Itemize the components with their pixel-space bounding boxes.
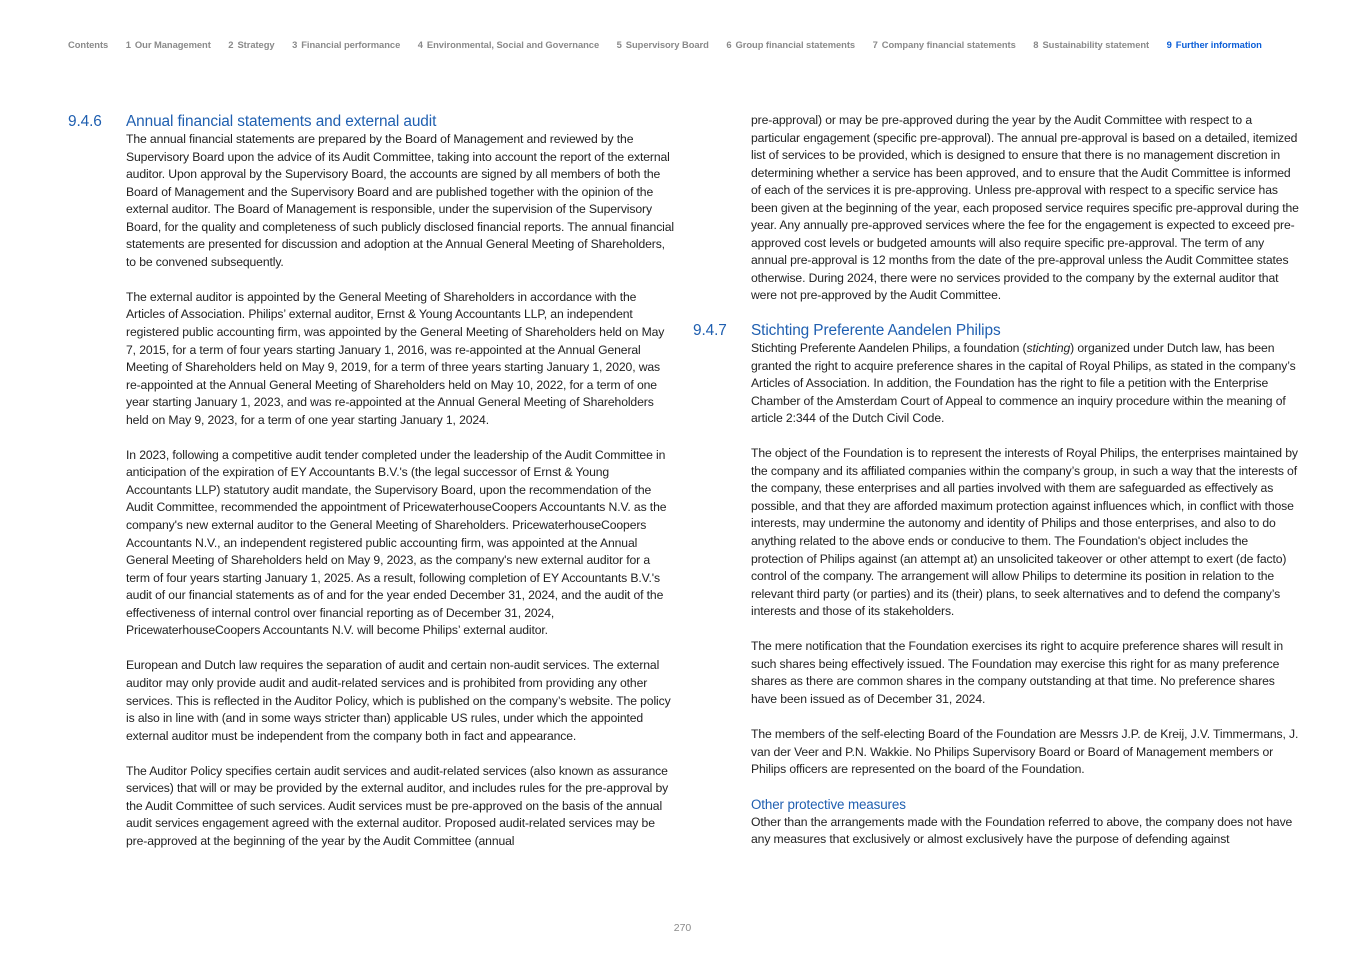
paragraph: Stichting Preferente Aandelen Philips, a foundation (stichting) organized under Dutch law, has been granted the right to acquire preference shares in the capital of Royal Philips, as stated in the company’s Articles of Association. In addition, the Foundation has the right to file a petition with the Enterprise Chamber of the Amsterdam Court of Appeal to commence an inquiry procedure within the meaning of article 2:344 of the Dutch Civil Code. [751,341,1296,426]
nav-our-management[interactable]: 1 Our Management [125,39,211,50]
nav-company-financial-statements[interactable]: 7 Company financial statements [872,39,1016,50]
paragraph: The members of the self-electing Board of the Foundation are Messrs J.P. de Kreij, J.V. Timmermans, J. van der Veer and P.N. Wakkie. No Philips Supervisory Board or Board of Management members or Philips officers are represented on the board of the Foundation. [751,727,1299,777]
paragraph: The annual financial statements are prepared by the Board of Management and reviewed by the Supervisory Board upon the advice of its Audit Committee, taking into account the report of the external auditor. Upon approval by the Supervisory Board, the accounts are signed by all members of both the Board of Management and the Supervisory Board and are published together with the opinion of the external auditor. The Board of Management is responsible, under the supervision of the Supervisory Board, for the quality and completeness of such publicly disclosed financial reports. The annual financial statements are presented for discussion and adoption at the Annual General Meeting of Shareholders, to be convened subsequently. [126,132,675,269]
section-title: Annual financial statements and external audit [126,113,437,130]
section-number: 9.4.6 [68,113,102,130]
section-number: 9.4.7 [693,322,727,340]
paragraph: The object of the Foundation is to represent the interests of Royal Philips, the enterprises maintained by the company and its affiliated companies within the company’s group, in such a way that the interests of the company, these enterprises and all parties involved with them are safeguarded as effectively as possible, and that they are afforded maximum protection against influences which, in conflict with those interests, may undermine the autonomy and identity of Philips and those enterprises, and also to do anything related to the above ends or conducive to them. The Foundation's object includes the protection of Philips against (an attempt at) an unsolicited takeover or other attempt to exert (de facto) control of the company. The arrangement will allow Philips to determine its position in relation to the relevant third party (or parties) and its (their) plans, to seek alternatives and to defend the company’s interests and those of its stakeholders. [751,446,1298,619]
section-heading-9-4-6 [68,112,674,131]
nav-further-information[interactable]: 9 Further information [1166,39,1262,50]
paragraph: European and Dutch law requires the separation of audit and certain non-audit services. The external auditor may only provide audit and audit-related services and is prohibited from providing any other services. This is reflected in the Auditor Policy, which is published on the company’s website. The policy is also in line with (and in some ways stricter than) applicable US rules, under which the appointed external auditor must be independent from the company both in fact and appearance. [126,658,671,743]
paragraph: Other than the arrangements made with the Foundation referred to above, the company does not have any measures that exclusively or almost exclusively have the purpose of defending against [751,814,1293,847]
paragraph: The Auditor Policy specifies certain audit services and audit-related services (also known as assurance services) that will or may be provided by the external auditor, and includes rules for the pre-approval by the Audit Committee of such services. Audit services must be pre-approved on the basis of the annual audit services engagement agreed with the external auditor. Proposed audit-related services may be pre-approved at the beginning of the year by the Audit Committee (annual [126,763,669,848]
section-title: Stichting Preferente Aandelen Philips [751,322,1001,340]
paragraph: The external auditor is appointed by the General Meeting of Shareholders in accordance with the Articles of Association. Philips’ external auditor, Ernst & Young Accountants LLP, an independent registered public accounting firm, was appointed by the General Meeting of Shareholders held on May 7, 2015, for a term of four years starting January 1, 2016, was re-appointed at the Annual General Meeting of Shareholders held on May 9, 2019, for a term of three years starting January 1, 2020, was re-appointed at the Annual General Meeting of Shareholders held on May 10, 2022, for a term of one year starting January 1, 2023, and was re-appointed at the Annual General Meeting of Shareholders held on May 9, 2023, for a term of one year starting January 1, 2024. [126,289,665,427]
paragraph: The mere notification that the Foundation exercises its right to acquire preference shares will result in such shares being effectively issued. The Foundation may exercise this right for as many preference shares as there are common shares in the company outstanding at that time. No preference shares have been issued as of December 31, 2024. [751,639,1284,706]
section-heading-9-4-7 [693,321,1303,340]
left-column [68,112,675,868]
top-navigation [68,39,1279,50]
nav-financial-performance[interactable]: 3 Financial performance [292,39,401,50]
nav-sustainability-statement[interactable]: 8 Sustainability statement [1033,39,1150,50]
nav-esg[interactable]: 4 Environmental, Social and Governance [417,39,600,50]
nav-group-financial-statements[interactable]: 6 Group financial statements [726,39,856,50]
paragraph: pre-approval) or may be pre-approved during the year by the Audit Committee with respect to a particular engagement (specific pre-approval). The annual pre-approval is based on a detailed, itemized list of services to be provided, which is designed to ensure that there is no management discretion in determining whether a service has been approved, and to ensure that the Audit Committee is informed of each of the services it is pre-approving. Unless pre-approval with respect to a specific service has been given at the beginning of the year, each proposed service requires specific pre-approval during the year. Any annually pre-approved services where the fee for the engagement is expected to exceed pre-approved cost levels or budgeted amounts will also require specific pre-approval. The term of any annual pre-approval is 12 months from the date of the pre-approval unless the Audit Committee states otherwise. During 2024, there were no services provided to the company by the external auditor that were not pre-approved by the Audit Committee. [751,113,1299,303]
paragraph: In 2023, following a competitive audit tender completed under the leadership of the Audit Committee in anticipation of the expiration of EY Accountants B.V.'s (the legal successor of Ernst & Young Accountants LLP) statutory audit mandate, the Supervisory Board, upon the recommendation of the Audit Committee, recommended the appointment of PricewaterhouseCoopers Accountants N.V. as the company's new external auditor to the General Meeting of Shareholders. PricewaterhouseCoopers Accountants N.V., an independent registered public accounting firm, was appointed at the Annual General Meeting of Shareholders held on May 9, 2023, as the company's new external auditor for a term of four years starting January 1, 2025. As a result, following completion of EY Accountants B.V.'s audit of our financial statements as of and for the year ended December 31, 2024, and the audit of the effectiveness of internal control over financial reporting as of December 31, 2024, PricewaterhouseCoopers Accountants N.V. will become Philips’ external auditor. [126,447,667,638]
page-number: 270 [673,922,692,934]
nav-contents[interactable]: Contents [68,39,109,50]
nav-strategy[interactable]: 2 Strategy [228,39,275,50]
subheading-other-protective-measures: Other protective measures [751,797,906,813]
right-column [693,112,1303,866]
nav-supervisory-board[interactable]: 5 Supervisory Board [616,39,709,50]
